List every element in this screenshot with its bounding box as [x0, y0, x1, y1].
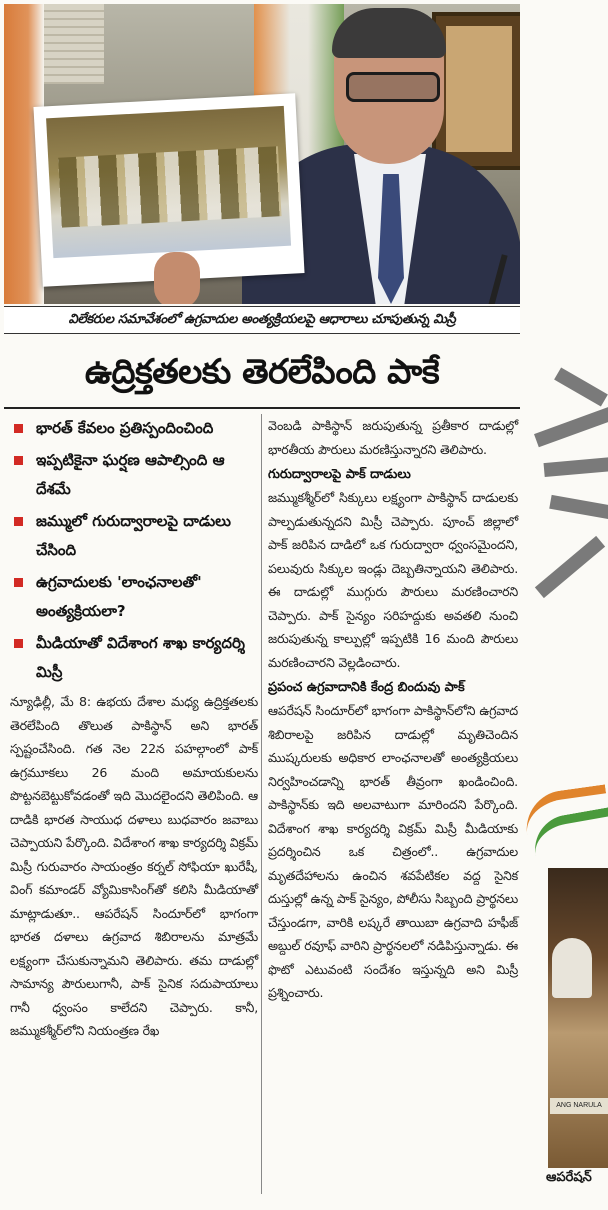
decorative-ray [534, 407, 608, 448]
side-photo [548, 868, 608, 1168]
bullet-square-icon [14, 578, 23, 587]
bullet-square-icon [14, 639, 23, 648]
window-blinds [44, 4, 104, 84]
photo-caption [4, 306, 520, 334]
subheading-terror-center: ప్రపంచ ఉగ్రవాదానికి కేంద్ర బిందువు పాక్ [268, 680, 465, 695]
bullet-square-icon [14, 424, 23, 433]
right-body-text-2: జమ్ముకశ్మీర్‌లో సిక్కులు లక్ష్యంగా పాకిస్థాన్ దాడులకు పాల్పడుతున్నదని మిస్రీ చెప్పారు. పూంచ్ జిల్లాలో పాక్ జరిపిన దాడిలో ఒక గురుద్వారా ధ్వంసమైందని, పలువురు సిక్కుల ఇండ్లు దెబ్బతిన్నాయని తెలిపారు. ఈ దాడుల్లో ముగ్గురు పౌరులు మరణించారని చెప్పారు. పాక్ సైన్యం సరిహద్దుకు అవతలి నుంచి జరుపుతున్న కాల్పుల్లో ఇప్పటికి 16 మంది పౌరులు మరణించారని వెల్లడించారు. [268, 490, 518, 670]
adjacent-article-strip [524, 0, 608, 1210]
photo-caption-text: విలేకరుల సమావేశంలో ఉగ్రవాదుల అంత్యక్రియలపై ఆధారాలు చూపుతున్న మిస్రీ [68, 312, 456, 327]
left-column [10, 414, 258, 1043]
bullet-square-icon [14, 517, 23, 526]
wall-painting [432, 12, 520, 170]
highlight-item: భారత్ కేవలం ప్రతిస్పందించింది [10, 414, 258, 443]
bullet-square-icon [14, 456, 23, 465]
highlight-item: మీడియాతో విదేశాంగ శాఖ కార్యదర్శి మిస్రీ [10, 629, 258, 687]
column-divider [261, 414, 262, 1194]
right-body-text-3: ఆపరేషన్ సిందూర్‌లో భాగంగా పాకిస్థాన్‌లోని ఉగ్రవాద శిబిరాలపై జరిపిన దాడుల్లో మృతిచెందిన ముష్కరులకు అధికార లాంఛనాలతో అంత్యక్రియలు నిర్వహించడాన్ని భారత్ తీవ్రంగా ఖండించింది. పాకిస్థాన్‌కు ఇది అలవాటుగా మారిందని పేర్కొంది. విదేశాంగ శాఖ కార్యదర్శి విక్రమ్ మిస్రీ మీడియాకు ప్రదర్శించిన ఒక చిత్రంలో.. ఉగ్రవాదుల మృతదేహాలను ఉంచిన శవపేటికల వద్ద సైనిక దుస్తుల్లో ఉన్న పాక్ సైన్యం, పోలీసు సిబ్బంది ప్రార్థనలు చేస్తుండగా, వారికి లష్కరే తాయిబా ఉగ్రవాది హఫీజ్ అబ్దుల్ రవూఫ్ వారిని ప్రార్థనలలో నడిపిస్తున్నాడు. ఈ ఫొటో ఎటువంటి సందేశం ఇస్తున్నది అని మిస్రీ ప్రశ్నించారు. [268, 703, 518, 1000]
decorative-ray [544, 457, 608, 477]
headline: ఉద్రిక్తతలకు తెరలేపింది పాకే [84, 352, 440, 392]
right-body-text-1: వెంబడి పాకిస్థాన్ జరుపుతున్న ప్రతీకార దాడుల్లో భారతీయ పౌరులు మరణిస్తున్నారని తెలిపారు. [268, 418, 518, 457]
name-plate: ANG NARULA [550, 1098, 608, 1114]
headline-box [4, 337, 520, 409]
side-photo-person [552, 938, 592, 998]
speaker-glasses [346, 72, 440, 102]
decorative-ray [549, 495, 608, 519]
highlight-item: ఉగ్రవాదులకు 'లాంఛనాలతో' అంత్యక్రియలా? [10, 568, 258, 626]
decorative-ray [535, 536, 605, 598]
press-briefing-photo [4, 4, 520, 304]
side-story-label: ఆపరేషన్ [546, 1170, 592, 1185]
highlights-list [10, 414, 258, 687]
highlight-item: జమ్ములో గురుద్వారాలపై దాడులు చేసింది [10, 507, 258, 565]
right-column [268, 414, 518, 1005]
hand [154, 252, 200, 304]
subheading-gurudwara: గురుద్వారాలపై పాక్ దాడులు [268, 467, 411, 482]
speaker-hair [332, 8, 446, 58]
decorative-ray [554, 367, 608, 406]
left-body-text: న్యూఢిల్లీ, మే 8: ఉభయ దేశాల మధ్య ఉద్రిక్తతలకు తెరలేపింది తొలుత పాకిస్థాన్ అని భారత్ స్పష్టంచేసింది. గత నెల 22న పహల్గాంలో పాక్ ఉగ్రమూకలు 26 మంది అమాయకులను పొట్టనబెట్టుకోవడంతో ఇది మొదలైందని తెలిపింది. ఆ దాడికి భారత సాయుధ దళాలు బుధవారం జవాబు చెప్పాయని పేర్కొంది. విదేశాంగ శాఖ కార్యదర్శి విక్రమ్ మిస్రీ గురువారం సాయంత్రం కర్నల్ సోఫియా ఖురేషీ, వింగ్ కమాండర్ వ్యోమికాసింగ్‌తో కలిసి మీడియాతో మాట్లాడుతూ.. ఆపరేషన్ సిందూర్‌లో భాగంగా భారత దళాలు ఉగ్రవాద శిబిరాలను మాత్రమే లక్ష్యంగా చేసుకున్నామని తెలిపారు. తమ దాడుల్లో సామాన్య పౌరులుగానీ, పాక్ సైనిక సదుపాయాలు గానీ ధ్వంసం కాలేదని చెప్పారు. కానీ, జమ్ముకశ్మీర్‌లోని నియంత్రణ రేఖ [10, 694, 258, 1038]
highlight-item: ఇప్పటికైనా ఘర్షణ ఆపాల్సింది ఆ దేశమే [10, 446, 258, 504]
